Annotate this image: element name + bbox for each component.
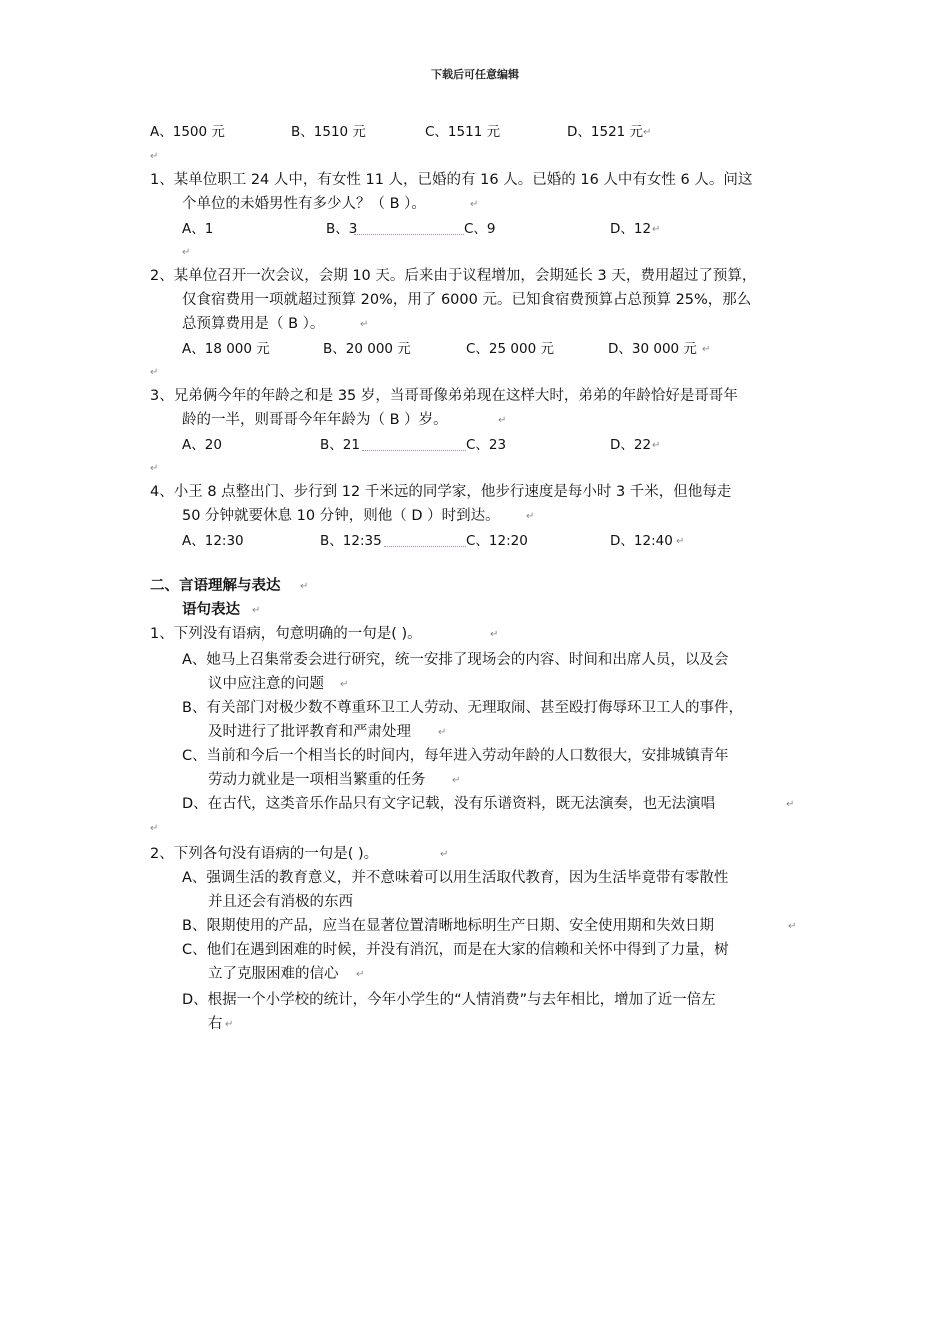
math-q2-line-2: 仅食宿费用一项就超过预算 20%，用了 6000 元。已知食宿费预算占总预算 25%，那么 [182,292,752,308]
paragraph-mark: ↵ [490,629,499,640]
q0-option-d: D、1521 元 [567,124,644,140]
math-q2-option-d: D、30 000 元 [608,341,697,357]
paragraph-mark: ↵ [252,605,261,616]
math-q1-option-a: A、1 [182,221,214,237]
section-title: 二、言语理解与表达 [150,578,281,594]
math-q1-option-c: C、9 [464,221,496,237]
s2-q2-stem: 2、下列各句没有语病的一句是( )。 [150,846,379,862]
math-q1-line-2: 个单位的未婚男性有多少人？（ B ）。 [182,196,426,212]
s2-q1-option-c-line-2: 劳动力就业是一项相当繁重的任务 [208,772,426,788]
s2-q1-stem: 1、下列没有语病，句意明确的一句是( )。 [150,626,422,642]
s2-q2-option-a-line-1: A、强调生活的教育意义，并不意味着可以用生活取代教育，因为生活毕竟带有零散性 [182,870,729,886]
q0-option-b: B、1510 元 [291,124,366,140]
math-q4-line-2: 50 分钟就要休息 10 分钟，则他（ D ）时到达。 [182,508,500,524]
paragraph-mark: ↵ [440,849,449,860]
paragraph-mark: ↵ [452,775,461,786]
paragraph-mark: ↵ [300,581,309,592]
math-q4-option-b: B、12:35 [320,533,382,549]
paragraph-mark: ↵ [150,151,159,162]
s2-q1-option-d-line-1: D、在古代，这类音乐作品只有文字记载，没有乐谱资料，既无法演奏，也无法演唱 [182,796,716,812]
s2-q2-option-d-line-1: D、根据一个小学校的统计，今年小学生的“人情消费”与去年相比，增加了近一倍左 [182,992,716,1008]
math-q4-option-c: C、12:20 [466,533,528,549]
math-q4-option-d: D、12:40 [610,533,673,549]
dotted-underline [384,546,466,547]
s2-q1-option-a-line-2: 议中应注意的问题 [208,676,324,692]
s2-q2-option-b-line-1: B、限期使用的产品，应当在显著位置清晰地标明生产日期、安全使用期和失效日期 [182,918,714,934]
s2-q2-option-c-line-2: 立了克服困难的信心 [208,966,339,982]
s2-q1-option-b-line-2: 及时进行了批评教育和严肃处理 [208,724,411,740]
paragraph-mark: ↵ [652,440,661,451]
math-q2-line-1: 2、某单位召开一次会议，会期 10 天。后来由于议程增加，会期延长 3 天，费用超过了预算， [150,268,757,284]
math-q4-line-1: 4、小王 8 点整出门、步行到 12 千米远的同学家，他步行速度是每小时 3 千米，但他每走 [150,484,732,500]
math-q1-line-1: 1、某单位职工 24 人中，有女性 11 人，已婚的有 16 人。已婚的 16 人中有女性 6 人。问这 [150,172,753,188]
s2-q1-option-c-line-1: C、当前和今后一个相当长的时间内，每年进入劳动年龄的人口数很大，安排城镇青年 [182,748,729,764]
paragraph-mark: ↵ [470,199,479,210]
paragraph-mark: ↵ [360,319,369,330]
s2-q1-option-a-line-1: A、她马上召集常委会进行研究，统一安排了现场会的内容、时间和出席人员，以及会 [182,652,729,668]
math-q2-line-3: 总预算费用是（ B ）。 [182,316,325,332]
paragraph-mark: ↵ [643,127,652,138]
paragraph-mark: ↵ [786,799,795,810]
math-q3-option-a: A、20 [182,437,222,453]
paragraph-mark: ↵ [150,823,159,834]
q0-option-a: A、1500 元 [150,124,225,140]
paragraph-mark: ↵ [788,921,797,932]
paragraph-mark: ↵ [652,224,661,235]
s2-q2-option-a-line-2: 并且还会有消极的东西 [208,894,353,910]
math-q2-option-a: A、18 000 元 [182,341,270,357]
math-q1-option-d: D、12 [610,221,652,237]
paragraph-mark: ↵ [182,247,191,258]
math-q3-line-2: 龄的一半，则哥哥今年年龄为（ B ）岁。 [182,412,448,428]
paragraph-mark: ↵ [225,1019,234,1030]
math-q4-option-a: A、12:30 [182,533,244,549]
dotted-underline [354,234,464,235]
s2-q2-option-c-line-1: C、他们在遇到困难的时候，并没有消沉，而是在大家的信赖和关怀中得到了力量，树 [182,942,729,958]
paragraph-mark: ↵ [340,679,349,690]
paragraph-mark: ↵ [702,344,711,355]
math-q3-option-c: C、23 [466,437,507,453]
q0-option-c: C、1511 元 [425,124,501,140]
paragraph-mark: ↵ [498,415,507,426]
paragraph-mark: ↵ [150,367,159,378]
math-q1-option-b: B、3 [326,221,358,237]
section-subtitle: 语句表达 [182,602,240,618]
math-q2-option-b: B、20 000 元 [323,341,411,357]
math-q3-option-d: D、22 [610,437,652,453]
math-q3-option-b: B、21 [320,437,360,453]
dotted-underline [362,450,466,451]
s2-q1-option-b-line-1: B、有关部门对极少数不尊重环卫工人劳动、无理取闹、甚至殴打侮辱环卫工人的事件， [182,700,743,716]
paragraph-mark: ↵ [356,969,365,980]
paragraph-mark: ↵ [150,463,159,474]
paragraph-mark: ↵ [526,511,535,522]
page-header: 下载后可任意编辑 [431,68,519,81]
math-q2-option-c: C、25 000 元 [466,341,554,357]
s2-q2-option-d-line-2: 右 [208,1016,223,1032]
paragraph-mark: ↵ [676,536,685,547]
paragraph-mark: ↵ [438,727,447,738]
math-q3-line-1: 3、兄弟俩今年的年龄之和是 35 岁，当哥哥像弟弟现在这样大时，弟弟的年龄恰好是哥哥年 [150,388,738,404]
